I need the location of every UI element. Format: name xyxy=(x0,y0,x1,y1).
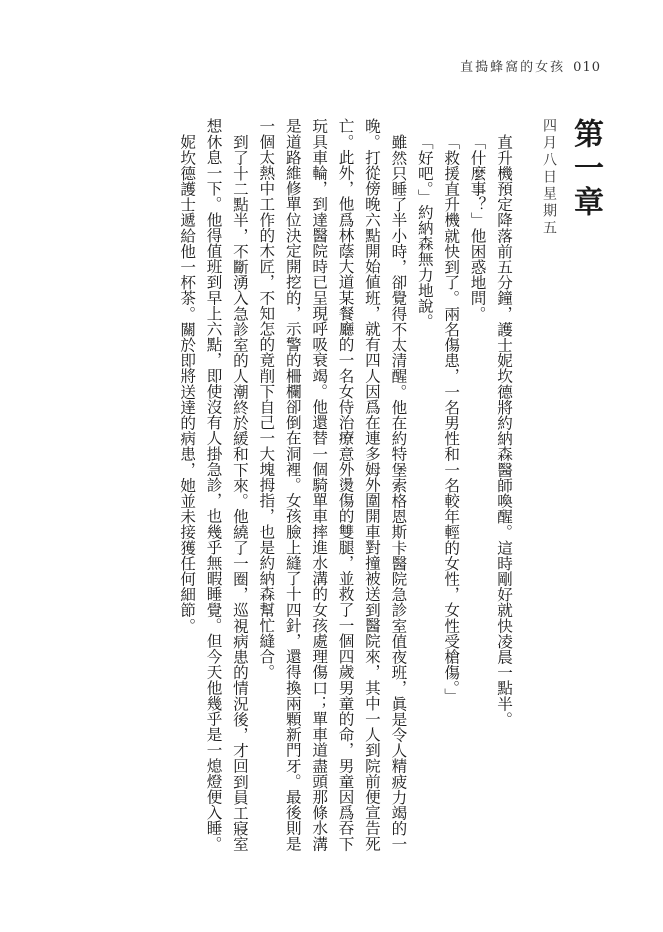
paragraph: 雖然只睡了半小時，卻覺得不太清醒。他在約特堡索格恩斯卡醫院急診室值夜班，眞是令人精疲力竭的一晚。打從傍晚六點開始値班，就有四人因爲在連多姆外圍開車對撞被送到醫院來，其中一人到院前便宣告死亡。此外，他爲林蔭大道某餐廳的一名女侍治療意外燙傷的雙腿，並救了一個四歲男童的命，男童因爲吞下玩具車輪，到達醫院時已呈現呼吸衰竭。他還替一個騎單車摔進水溝的女孩處理傷口；單車道盡頭那條水溝是道路維修單位決定開挖的，示警的柵欄卻倒在洞裡。女孩臉上縫了十四針，還得換兩顆新門牙。最後則是一個太熱中工作的木匠，不知怎的竟削下自己一大塊拇指，也是約納森幫忙縫合。 xyxy=(257,118,408,852)
paragraph: 妮坎德護士遞給他一杯茶。關於即將送達的病患，她並未接獲任何細節。 xyxy=(178,133,197,633)
chapter-title: 第一章 xyxy=(568,118,603,220)
body-text xyxy=(174,118,517,853)
paragraph: 直升機預定降落前五分鐘，護士妮坎德將約納森醫師喚醒。這時剛好就快凌晨一點半。 xyxy=(495,133,513,727)
paragraph: 到了十二點半，不斷湧入急診室的人潮終於緩和下來。他繞了一圈，巡視病患的情況後，才回到員工寢室想休息一下。他得值班到早上六點，即使沒有人掛急診，也幾乎無暇睡覺。但今天他幾乎是一熄燈便入睡。 xyxy=(204,118,249,852)
page-number: 010 xyxy=(573,60,601,75)
paragraph: 「好吧。」約納森無力地說。 xyxy=(415,133,434,329)
vertical-text-area xyxy=(45,118,605,853)
running-header xyxy=(460,56,601,75)
paragraph: 「什麼事？」他困惑地問。 xyxy=(468,133,487,321)
chapter-date: 四月八日星期五 xyxy=(541,118,557,237)
paragraph: 「救援直升機就快到了。兩名傷患，一名男性和一名較年輕的女性，女性受槍傷。」 xyxy=(442,133,461,703)
book-title: 直搗蜂窩的女孩 xyxy=(460,60,566,75)
